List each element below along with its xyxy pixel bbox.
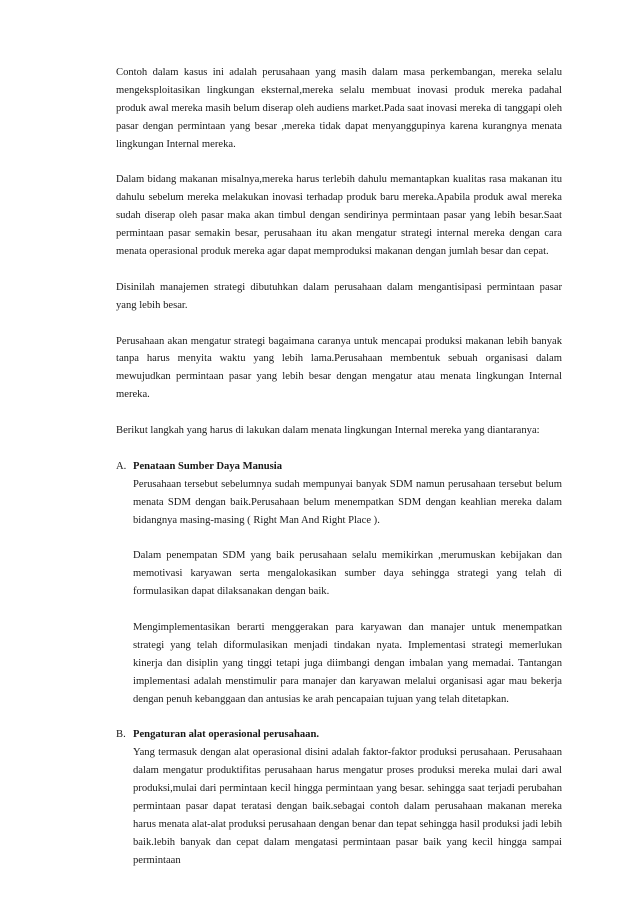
section-a-paragraph: Mengimplementasikan berarti menggerakan para karyawan dan manajer untuk menempatkan strategi yang telah diformulasikan menjadi tindakan nyata. Implementasi strategi memerlukan kinerja dan disiplin yang tinggi tetapi juga diimbangi dengan imbalan yang memadai. Tantangan implementasi adalah menstimulir para manajer dan karyawan melalui organisasi agar mau bekerja dengan penuh kebanggaan dan antusias ke arah pencapaian tujuan yang telah ditetapkan.: [133, 621, 562, 705]
section-b-title: Pengaturan alat operasional perusahaan.: [133, 729, 319, 741]
paragraph-steps-intro: Berikut langkah yang harus di lakukan dalam menata lingkungan Internal mereka yang diantaranya:: [116, 425, 540, 437]
section-b-letter: B.: [116, 729, 126, 741]
section-b: [116, 726, 562, 869]
document-page: [116, 64, 562, 888]
paragraph-food-example: Dalam bidang makanan misalnya,mereka harus terlebih dahulu memantapkan kualitas rasa makanan itu dahulu sebelum mereka melakukan inovasi terhadap produk baru mereka.Apabila produk awal mereka sudah diserap oleh pasar maka akan timbul dengan sendirinya permintaan pasar yang lebih besar.Saat permintaan pasar semakin besar, perusahaan itu akan mengatur strategi internal mereka dengan cara menata operasional produk mereka agar dapat memproduksi makanan dengan jumlah besar dan cepat.: [116, 174, 562, 258]
paragraph-organization: Perusahaan akan mengatur strategi bagaimana caranya untuk mencapai produksi makanan lebih banyak tanpa harus menyita waktu yang lebih lama.Perusahaan membentuk sebuah organisasi dalam mewujudkan permintaan pasar yang lebih besar dengan mengatur atau menata lingkungan Internal mereka.: [116, 335, 562, 401]
section-a-paragraph: Dalam penempatan SDM yang baik perusahaan selalu memikirkan ,merumuskan kebijakan dan memotivasi karyawan serta mengalokasikan sumber daya sehingga strategi yang telah di formulasikan dapat dilaksanakan dengan baik.: [133, 550, 562, 598]
section-b-heading: [116, 726, 562, 744]
section-a-heading: [116, 458, 562, 476]
section-b-body: [133, 744, 562, 869]
section-b-paragraph: Yang termasuk dengan alat operasional disini adalah faktor-faktor produksi perusahaan. Perusahaan dalam mengatur produktifitas perusahaan harus mengatur proses produksi mereka mulai dari awal produksi,mulai dari permintaan kecil hingga permintaan yang besar. sehingga saat terjadi perubahan permintaan pasar dapat teratasi dengan baik.sebagai contoh dalam perusahaan makanan mereka harus menata alat-alat produksi perusahaan dengan benar dan tepat sehingga hasil produksi jadi lebih baik.lebih banyak dan cepat dalam mengatasi permintaan pasar baik yang kecil hingga sampai permintaan: [133, 747, 562, 866]
paragraph-strategy-need: Disinilah manajemen strategi dibutuhkan dalam perusahaan dalam mengantisipasi permintaan pasar yang lebih besar.: [116, 281, 562, 311]
section-a-letter: A.: [116, 460, 127, 472]
paragraph-intro: Contoh dalam kasus ini adalah perusahaan yang masih dalam masa perkembangan, mereka selalu mengeksploitasikan lingkungan eksternal,mereka selalu membuat inovasi produk mereka padahal produk awal mereka masih belum diserap oleh audiens market.Pada saat inovasi mereka di tanggapi oleh pasar dengan permintaan yang besar ,mereka tidak dapat menyanggupinya karena kurangnya menata lingkungan Internal mereka.: [116, 67, 562, 150]
section-a: [116, 458, 562, 709]
section-a-body: [133, 476, 562, 709]
section-a-title: Penataan Sumber Daya Manusia: [133, 460, 283, 472]
section-a-paragraph: Perusahaan tersebut sebelumnya sudah mempunyai banyak SDM namun perusahaan tersebut belum menata SDM dengan baik.Perusahaan belum menempatkan SDM dengan keahlian mereka dalam bidangnya masing-masing ( Right Man And Right Place ).: [133, 478, 562, 526]
